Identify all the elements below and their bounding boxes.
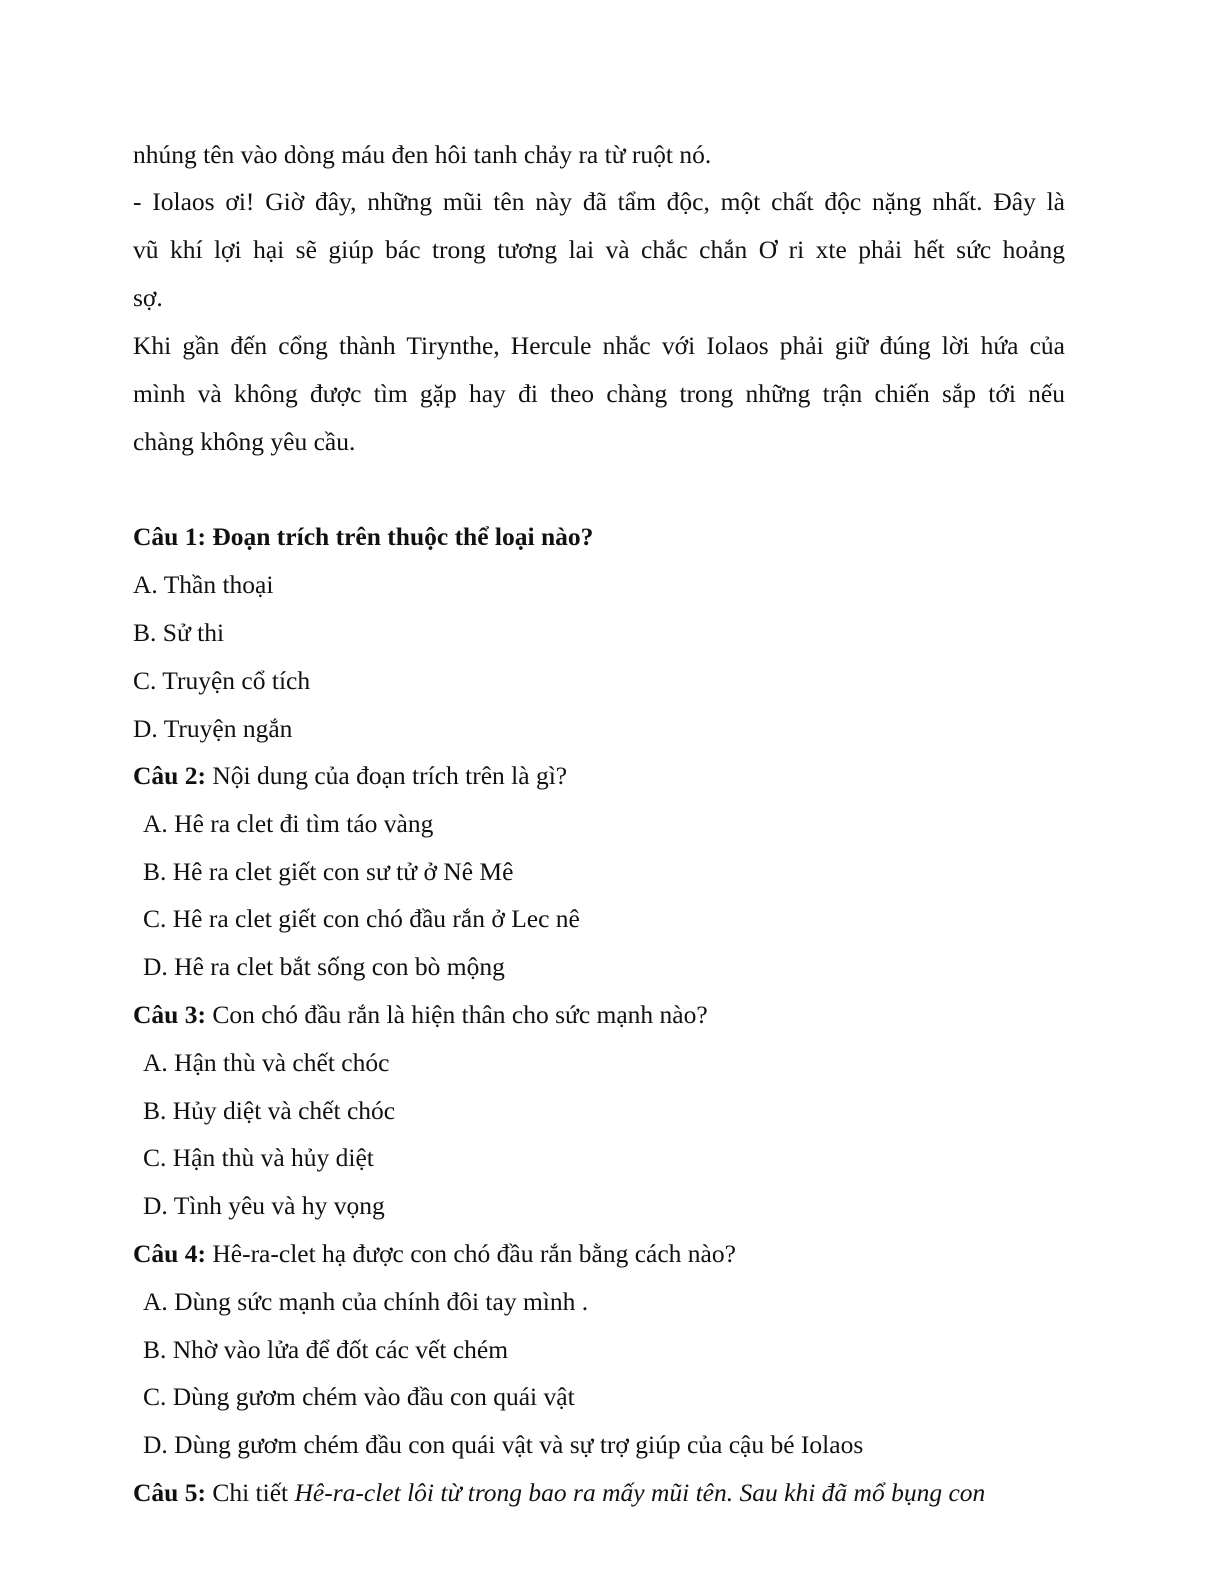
q1-option-a: A. Thần thoại	[133, 570, 274, 599]
question-5-label: Câu 5:	[133, 1478, 206, 1507]
question-1: Câu 1: Đoạn trích trên thuộc thể loại nào?	[133, 522, 594, 551]
question-5-text: Chi tiết	[205, 1478, 295, 1507]
q3-option-c: C. Hận thù và hủy diệt	[143, 1143, 374, 1172]
q4-option-a: A. Dùng sức mạnh của chính đôi tay mình .	[143, 1287, 589, 1316]
q3-option-d: D. Tình yêu và hy vọng	[143, 1191, 385, 1220]
q4-option-d: D. Dùng gươm chém đầu con quái vật và sự trợ giúp của cậu bé Iolaos	[143, 1430, 864, 1459]
question-2-label: Câu 2:	[133, 761, 206, 790]
q2-option-d: D. Hê ra clet bắt sống con bò mộng	[143, 952, 505, 981]
q3-option-a: A. Hận thù và chết chóc	[143, 1048, 390, 1077]
question-5-quote: Hê-ra-clet lôi từ trong bao ra mấy mũi tên. Sau khi đã mổ bụng con	[294, 1478, 986, 1507]
q1-option-d: D. Truyện ngắn	[133, 714, 293, 743]
passage-line-7: chàng không yêu cầu.	[133, 427, 356, 456]
passage-line-1: nhúng tên vào dòng máu đen hôi tanh chảy ra từ ruột nó.	[133, 140, 712, 169]
passage-line-6: mình và không được tìm gặp hay đi theo chàng trong những trận chiến sắp tới nếu	[133, 379, 1065, 408]
question-2-text: Nội dung của đoạn trích trên là gì?	[205, 761, 568, 790]
q4-option-b: B. Nhờ vào lửa để đốt các vết chém	[143, 1335, 509, 1364]
question-3	[133, 1000, 708, 1030]
question-4	[133, 1239, 736, 1269]
q3-option-b: B. Hủy diệt và chết chóc	[143, 1096, 396, 1125]
passage-line-2: - Iolaos ơi! Giờ đây, những mũi tên này đã tẩm độc, một chất độc nặng nhất. Đây là	[133, 187, 1065, 216]
question-4-text: Hê-ra-clet hạ được con chó đầu rắn bằng cách nào?	[205, 1239, 736, 1268]
question-5	[133, 1478, 985, 1508]
q2-option-c: C. Hê ra clet giết con chó đầu rắn ở Lec nê	[143, 904, 580, 933]
question-3-label: Câu 3:	[133, 1000, 206, 1029]
q4-option-c: C. Dùng gươm chém vào đầu con quái vật	[143, 1382, 575, 1411]
q1-option-c: C. Truyện cổ tích	[133, 666, 311, 695]
question-4-label: Câu 4:	[133, 1239, 206, 1268]
question-3-text: Con chó đầu rắn là hiện thân cho sức mạnh nào?	[205, 1000, 708, 1029]
question-2	[133, 761, 567, 791]
q1-option-b: B. Sử thi	[133, 618, 225, 647]
passage-line-5: Khi gần đến cổng thành Tirynthe, Hercule nhắc với Iolaos phải giữ đúng lời hứa của	[133, 331, 1065, 360]
passage-line-4: sợ.	[133, 283, 163, 312]
q2-option-a: A. Hê ra clet đi tìm táo vàng	[143, 809, 434, 838]
q2-option-b: B. Hê ra clet giết con sư tử ở Nê Mê	[143, 857, 514, 886]
passage-line-3: vũ khí lợi hại sẽ giúp bác trong tương lai và chắc chắn Ơ ri xte phải hết sức hoảng	[133, 235, 1065, 264]
